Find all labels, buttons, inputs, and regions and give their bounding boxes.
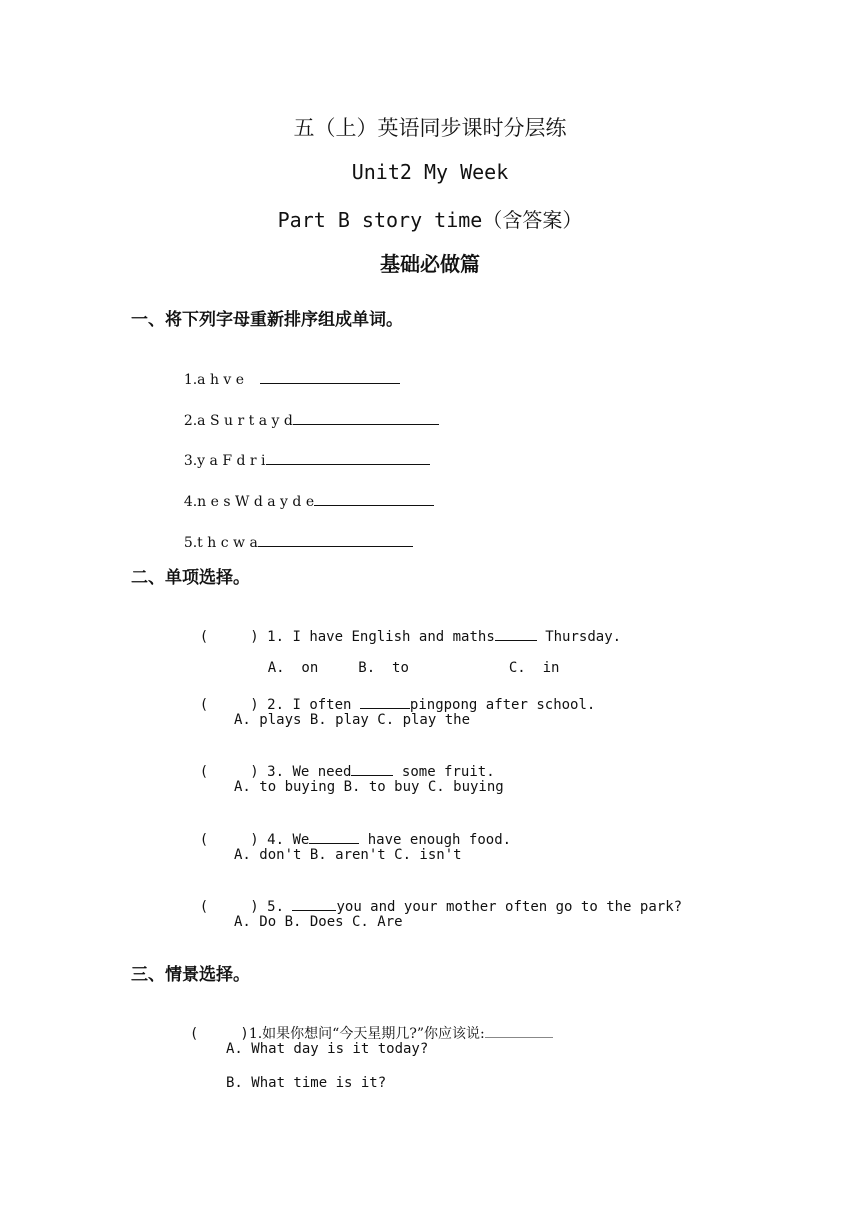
scramble-item-5 — [166, 516, 413, 567]
question-number: 5. — [267, 899, 285, 915]
question-blank — [351, 761, 393, 776]
answer-paren[interactable]: ( ) — [199, 629, 259, 645]
question-blank — [292, 896, 336, 911]
situation-option-b[interactable]: B. What time is it? — [226, 1075, 387, 1091]
option-b[interactable]: B. to — [358, 660, 409, 676]
question-text-before: We — [292, 832, 310, 848]
answer-blank[interactable] — [485, 1023, 553, 1038]
worksheet-title: 五（上）英语同步课时分层练 — [293, 116, 567, 140]
mc-options-4: A. don't B. aren't C. isn't — [234, 847, 462, 863]
answer-blank[interactable] — [314, 491, 434, 506]
mc-options-2: A. plays B. play C. play the — [234, 712, 471, 728]
answer-blank[interactable] — [258, 532, 413, 547]
part-title: Part B story time（含答案） — [277, 208, 583, 232]
answer-paren[interactable]: ( ) — [199, 764, 259, 780]
answer-blank[interactable] — [266, 450, 430, 465]
mc-options-5: A. Do B. Does C. Are — [234, 914, 403, 930]
scramble-letters: 2.a S u r t a y d — [183, 413, 293, 429]
answer-paren[interactable]: ( ) — [199, 832, 259, 848]
question-text-before: I often — [292, 697, 360, 713]
level-title: 基础必做篇 — [380, 252, 480, 276]
question-text-after: some fruit. — [393, 764, 495, 780]
question-blank — [495, 626, 537, 641]
question-text-before: We need — [292, 764, 352, 780]
question-number: 3. — [267, 764, 285, 780]
section1-heading: 一、将下列字母重新排序组成单词。 — [131, 310, 403, 330]
question-text: 1.如果你想问“今天星期几?”你应该说: — [248, 1026, 485, 1042]
question-text-before: I have English and maths — [292, 629, 495, 645]
answer-paren[interactable]: ( ) — [199, 697, 259, 713]
question-number: 2. — [267, 697, 285, 713]
answer-blank[interactable] — [293, 410, 439, 425]
question-number: 1. — [267, 629, 285, 645]
question-text-after: Thursday. — [536, 629, 622, 645]
section2-heading: 二、单项选择。 — [131, 568, 250, 588]
option-a[interactable]: A. on — [267, 660, 319, 676]
answer-paren[interactable]: ( ) — [199, 899, 259, 915]
scramble-letters: 4.n e s W d a y d e — [183, 494, 315, 510]
question-blank — [309, 829, 359, 844]
option-c[interactable]: C. in — [508, 660, 560, 676]
unit-title: Unit2 My Week — [351, 160, 509, 184]
situation-option-a[interactable]: A. What day is it today? — [226, 1041, 429, 1057]
question-blank — [360, 694, 410, 709]
answer-blank[interactable] — [260, 369, 400, 384]
section3-heading: 三、情景选择。 — [131, 965, 250, 985]
scramble-letters: 5.t h c w a — [183, 535, 258, 551]
question-number: 4. — [267, 832, 285, 848]
scramble-letters: 3.y a F d r i — [183, 453, 266, 469]
mc-options-3: A. to buying B. to buy C. buying — [234, 779, 504, 795]
question-text-after: you and your mother often go to the park? — [336, 899, 683, 915]
scramble-letters: 1.a h v e — [183, 372, 245, 388]
answer-paren[interactable]: ( ) — [189, 1026, 249, 1042]
question-text-after: pingpong after school. — [409, 697, 596, 713]
question-text-after: have enough food. — [359, 832, 512, 848]
